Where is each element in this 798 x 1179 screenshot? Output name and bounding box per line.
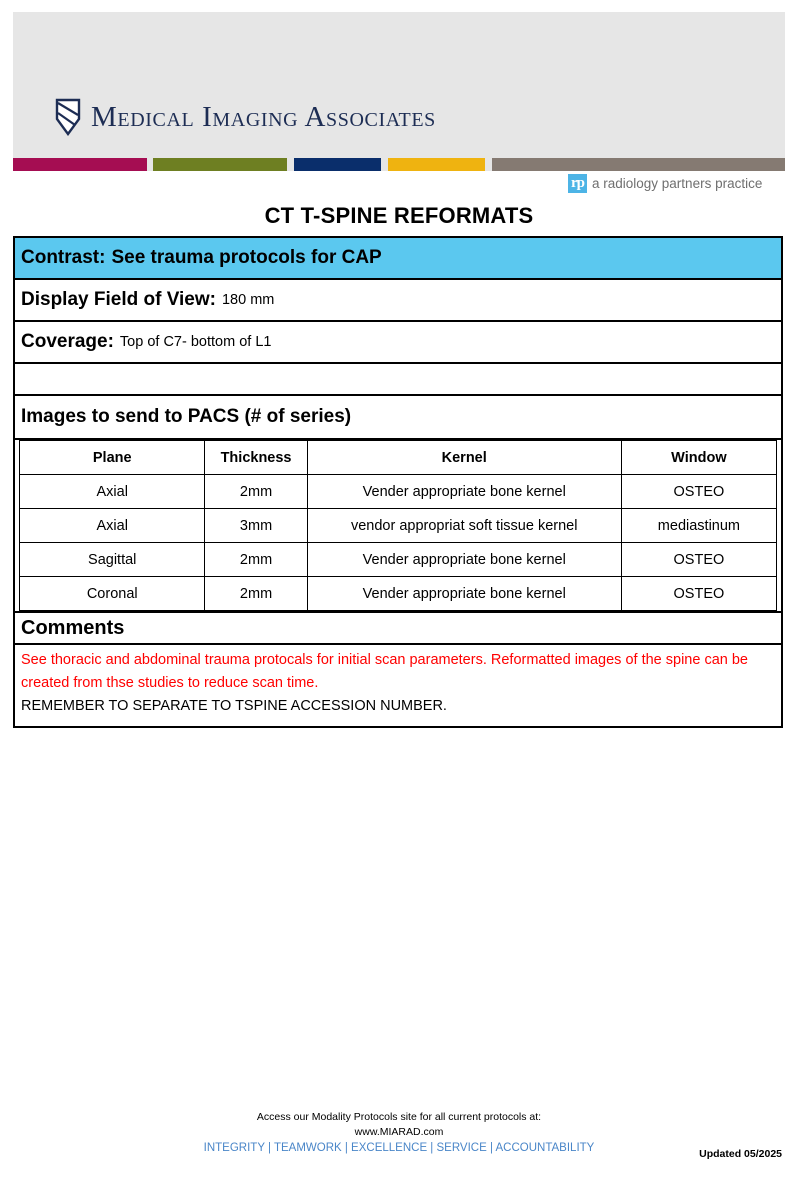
cell-plane: Sagittal <box>20 543 205 577</box>
cell-kernel: Vender appropriate bone kernel <box>307 543 621 577</box>
header-band <box>13 12 785 158</box>
display-field-of-view-row <box>15 280 781 322</box>
footer-core-values: INTEGRITY | TEAMWORK | EXCELLENCE | SERVICE | ACCOUNTABILITY <box>203 1142 595 1154</box>
coverage-label: Coverage: <box>21 331 114 352</box>
color-bar-segment-gap4 <box>485 158 492 171</box>
table-row <box>20 543 777 577</box>
contrast-row <box>15 238 781 280</box>
images-to-send-label: Images to send to PACS (# of series) <box>21 406 352 427</box>
page-title: CT T-SPINE REFORMATS <box>264 203 534 228</box>
comments-red-text: See thoracic and abdominal trauma protocals for initial scan parameters. Reformatted images of the spine can be created from thse studies to reduce scan time. <box>21 652 748 691</box>
table-row <box>20 509 777 543</box>
color-bar-segment-navy <box>294 158 381 171</box>
series-table <box>19 440 777 611</box>
series-table-wrapper <box>15 440 781 613</box>
rp-logo-icon: rp <box>568 174 587 193</box>
contrast-value: See trauma protocols for CAP <box>111 247 382 268</box>
cell-window: OSTEO <box>621 475 776 509</box>
color-bar-segment-taupe <box>492 158 785 171</box>
cell-thickness: 2mm <box>205 577 307 611</box>
company-name: Medical Imaging Associates <box>91 100 436 133</box>
series-table-header-row <box>20 441 777 475</box>
dfov-label: Display Field of View: <box>21 289 216 310</box>
table-row <box>20 577 777 611</box>
protocol-table <box>13 236 783 728</box>
comments-black-text: REMEMBER TO SEPARATE TO TSPINE ACCESSION NUMBER. <box>21 698 447 714</box>
footer-access-line: Access our Modality Protocols site for all current protocols at: <box>256 1111 542 1123</box>
color-bar-segment-olive <box>153 158 287 171</box>
company-logo-lockup <box>55 98 436 136</box>
column-header-window: Window <box>621 441 776 475</box>
color-bar-segment-gap2 <box>287 158 294 171</box>
cell-thickness: 2mm <box>205 475 307 509</box>
color-bar-segment-gold <box>388 158 485 171</box>
partner-tagline: a radiology partners practice <box>592 176 763 191</box>
shield-icon <box>55 98 81 136</box>
dfov-value: 180 mm <box>221 292 275 308</box>
cell-kernel: Vender appropriate bone kernel <box>307 577 621 611</box>
cell-thickness: 2mm <box>205 543 307 577</box>
radiology-partners-lockup <box>568 174 762 193</box>
coverage-value: Top of C7- bottom of L1 <box>119 334 272 350</box>
cell-window: mediastinum <box>621 509 776 543</box>
footer-website: www.MIARAD.com <box>354 1126 444 1138</box>
cell-plane: Coronal <box>20 577 205 611</box>
table-row <box>20 475 777 509</box>
coverage-row <box>15 322 781 364</box>
cell-plane: Axial <box>20 475 205 509</box>
column-header-plane: Plane <box>20 441 205 475</box>
cell-window: OSTEO <box>621 577 776 611</box>
empty-row <box>15 364 781 396</box>
color-bar-segment-gap1 <box>147 158 154 171</box>
color-bar-segment-crimson <box>13 158 147 171</box>
contrast-label: Contrast: <box>21 247 106 268</box>
footer-updated-date: Updated 05/2025 <box>699 1148 782 1160</box>
brand-color-bar <box>13 158 785 171</box>
column-header-thickness: Thickness <box>205 441 307 475</box>
footer <box>0 1110 798 1160</box>
column-header-kernel: Kernel <box>307 441 621 475</box>
cell-window: OSTEO <box>621 543 776 577</box>
cell-thickness: 3mm <box>205 509 307 543</box>
images-to-send-header <box>15 396 781 440</box>
comments-body <box>15 645 781 726</box>
color-bar-segment-gap3 <box>381 158 388 171</box>
cell-plane: Axial <box>20 509 205 543</box>
cell-kernel: vendor appropriat soft tissue kernel <box>307 509 621 543</box>
comments-header: Comments <box>15 613 781 645</box>
cell-kernel: Vender appropriate bone kernel <box>307 475 621 509</box>
